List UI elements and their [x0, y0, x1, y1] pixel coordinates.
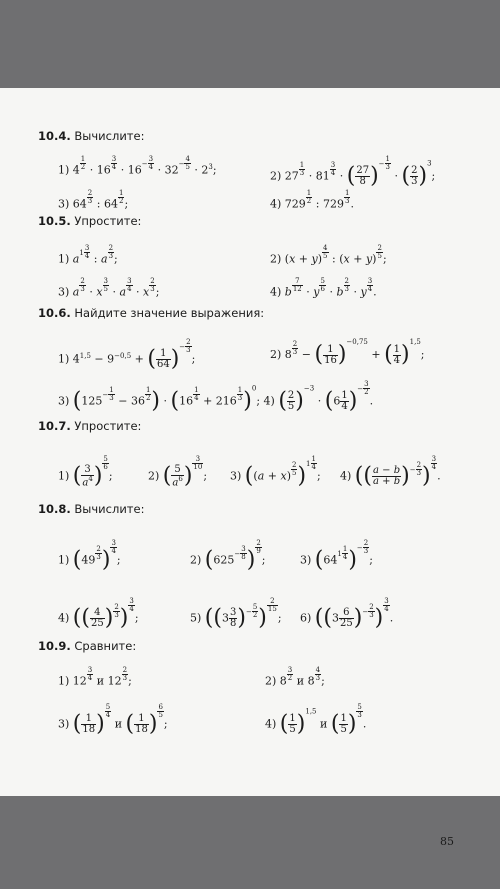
exercise-expression: 4) b $^{\frac{7}{12}}$ · y $^{\frac{5}{6}}$ · b $^{\frac{2}{3}}$ · y $^{\frac{3}{4}}$ .: [270, 277, 377, 299]
exercise-expression: 2) ( $\frac{5}{a^6}$ ) $^{\frac{3}{10}}$ ;: [148, 455, 208, 489]
exercise-expression: 4) (( $\frac{4}{25}$ ) $^{\frac{2}{3}}$ ) $^{\frac{3}{4}}$ ;: [58, 597, 139, 631]
exercise-expression: 3) a $^{\frac{2}{3}}$ · x $^{\frac{3}{5}}$ · a $^{\frac{3}{4}}$ · x $^{\frac{2}{3}}$ ;: [58, 277, 160, 299]
exercise-expression: 2) 27 $^{\frac{1}{3}}$ · 81 $^{\frac{3}{4}}$ · ( $\frac{27}{8}$ )$^{- \frac{1}{3}}$ · ( $\frac{2}{3}$ )$^3$;: [270, 155, 436, 189]
exercise-expression: 4) ( $\frac{1}{5}$ )$^{1,5}$ и ( $\frac{1}{5}$ ) $^{\frac{5}{3}}$ .: [265, 703, 367, 737]
section-title: Вычислите:: [74, 129, 145, 143]
section-header: 10.8. Вычислите:: [38, 502, 145, 516]
exercise-expression: 1) (49 $^{\frac{2}{3}}$ ) $^{\frac{3}{4}}$ ;: [58, 539, 121, 573]
exercise-expression: 2) 8 $^{\frac{3}{2}}$ и 8 $^{\frac{4}{3}}$ ;: [265, 666, 325, 688]
exercise-expression: 5) ((3 $\frac{3}{8}$ )$^{- \frac{5}{2}}$ ) $^{\frac{2}{15}}$ ;: [190, 597, 282, 631]
exercise-expression: 6) ((3 $\frac{6}{25}$ )$^{- \frac{2}{3}}$ ) $^{\frac{3}{4}}$ .: [300, 597, 394, 631]
exercise-expression: 4) 729 $^{\frac{1}{2}}$ : 729 $^{\frac{1}{3}}$ .: [270, 189, 354, 211]
exercise-expression: 1) ( $\frac{3}{a^4}$ ) $^{\frac{5}{6}}$ ;: [58, 455, 113, 489]
exercise-expression: 3) ($125^{- \frac{1}{3}}$ − 36 $^{\frac{1}{2}}$ ) · (16 $^{\frac{1}{4}}$ + 216 $^{\frac{1}{3}}$ )$^0$; 4) ( $\frac{2}{5}$ )$^{-3}$ · (6 $\frac{1}{4}$ )$^{- \frac{3}{2}}$ .: [58, 380, 374, 414]
section-header: 10.5. Упростите:: [38, 214, 142, 228]
section-header: 10.6. Найдите значение выражения:: [38, 306, 265, 320]
page-number: 85: [440, 835, 454, 848]
section-header: 10.4. Вычислите:: [38, 129, 145, 143]
exercise-expression: 3) 64 $^{\frac{2}{3}}$ : 64 $^{\frac{1}{2}}$ ;: [58, 189, 129, 211]
exercise-expression: 1) 12 $^{\frac{3}{4}}$ и 12 $^{\frac{2}{3}}$ ;: [58, 666, 132, 688]
exercise-expression: 3) ($64^{1 \frac{1}{4}}$ )$^{- \frac{2}{3}}$ ;: [300, 539, 373, 573]
exercise-expression: 2) ($625^{- \frac{3}{8}}$ ) $^{\frac{2}{9}}$ ;: [190, 539, 266, 573]
section-header: 10.9. Сравните:: [38, 639, 137, 653]
section-header: 10.7. Упростите:: [38, 419, 142, 433]
textbook-page: [0, 88, 500, 848]
exercise-expression: 1) $a^{1 \frac{3}{4}}$ : a $^{\frac{2}{3}}$ ;: [58, 244, 118, 266]
exercise-expression: 3) ((a + x) $^{\frac{2}{5}}$ )$^{1 \frac{1}{4}}$ ;: [230, 455, 321, 489]
exercise-expression: 3) ( $\frac{1}{18}$ ) $^{\frac{5}{4}}$ и ( $\frac{1}{18}$ ) $^{\frac{6}{5}}$ ;: [58, 703, 168, 737]
exercise-expression: 1) $4^{1,5} - 9^{-0,5}$ + ( $\frac{1}{64}$ )$^{- \frac{2}{3}}$ ;: [58, 338, 196, 372]
exercise-expression: 2) 8 $^{\frac{2}{3}}$ − ( $\frac{1}{16}$ )$^{-0,75}$ + ( $\frac{1}{4}$ )$^{1,5}$;: [270, 338, 425, 367]
exercise-expression: 2) (x + y) $^{\frac{4}{5}}$ : (x + y) $^{\frac{2}{5}}$ ;: [270, 244, 387, 266]
exercise-expression: 4) (( $\frac{a - b}{a + b}$ )$^{- \frac{2}{3}}$ ) $^{\frac{3}{4}}$ .: [340, 455, 441, 489]
exercise-expression: 1) 4 $^{\frac{1}{2}}$ · 16 $^{\frac{3}{4}}$ · $16^{- \frac{3}{4}}$ · $32^{- \frac{4}{5}}$ · $2^3$;: [58, 155, 217, 177]
section-number: 10.4: [38, 129, 67, 143]
